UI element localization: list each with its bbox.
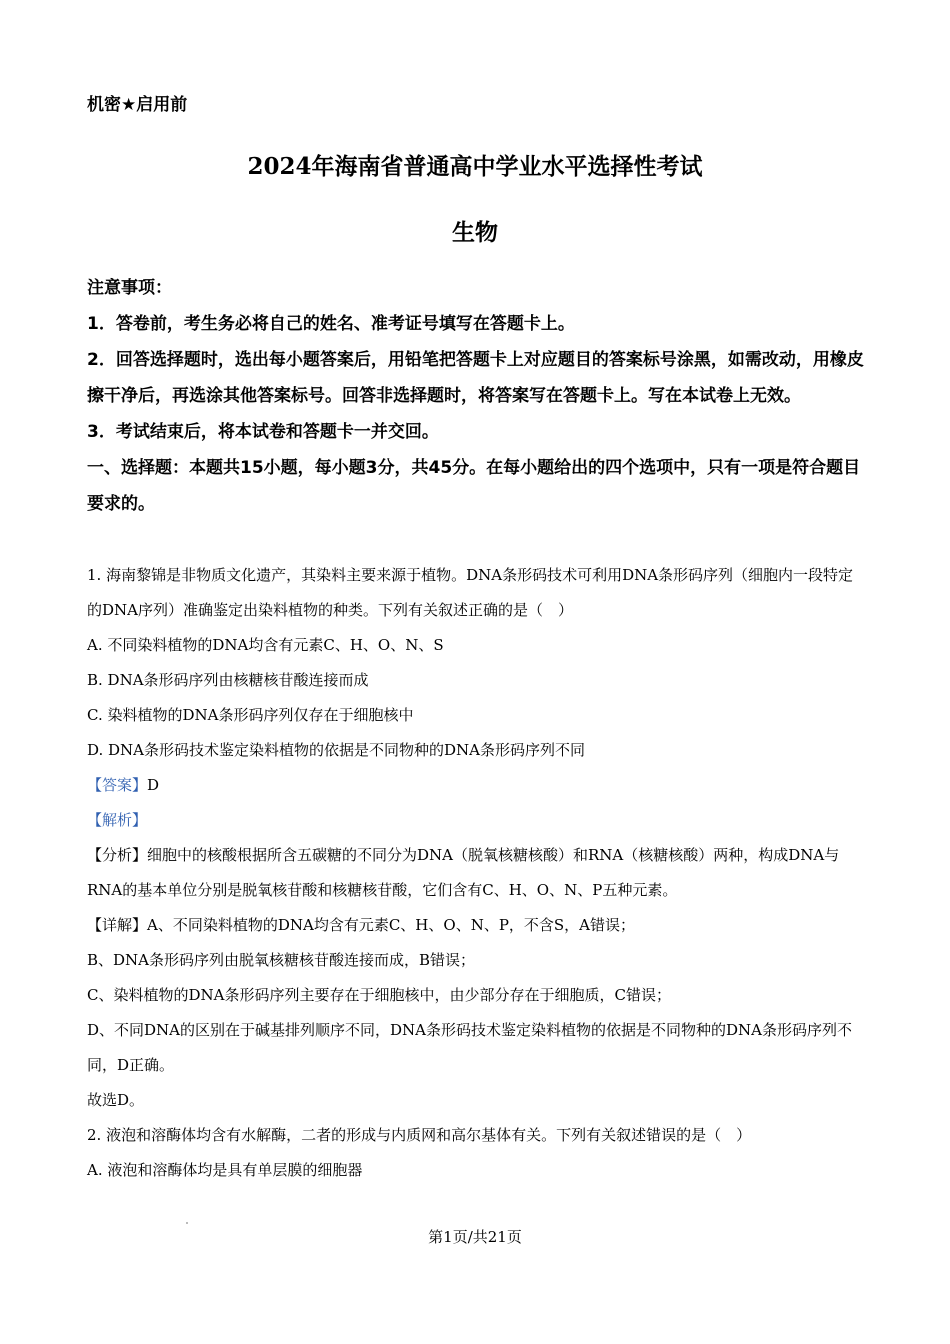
q1-option-d: D. DNA条形码技术鉴定染料植物的依据是不同物种的DNA条形码序列不同 [87, 741, 585, 759]
notice-item-1: 1．答卷前，考生务必将自己的姓名、准考证号填写在答题卡上。 [87, 314, 575, 334]
answer-label: 【答案】 [87, 776, 148, 794]
notice-item-2: 2．回答选择题时，选出每小题答案后，用铅笔把答题卡上对应题目的答案标号涂黑，如需改动，用橡皮擦干净后，再选涂其他答案标号。回答非选择题时，将答案写在答题卡上。写在本试卷上无效。 [87, 350, 864, 406]
q2-stem: 2. 液泡和溶酶体均含有水解酶，二者的形成与内质网和高尔基体有关。下列有关叙述错误的是（ ） [87, 1126, 752, 1144]
section-heading: 一、选择题：本题共15小题，每小题3分，共45分。在每小题给出的四个选项中，只有一项是符合题目要求的。 [87, 458, 861, 514]
q1-xiangjie [87, 908, 867, 943]
scan-speck [186, 1222, 188, 1224]
subject-title: 生物 [452, 219, 498, 246]
notice-heading: 注意事项： [87, 278, 172, 298]
q1-detail-d: D、不同DNA的区别在于碱基排列顺序不同，DNA条形码技术鉴定染料植物的依据是不同物种的DNA条形码序列不同，D正确。 [87, 1021, 852, 1074]
q1-option-b: B. DNA条形码序列由核糖核苷酸连接而成 [87, 671, 369, 689]
xiangjie-label: 【详解】 [87, 916, 148, 934]
confidential-label: 机密★启用前 [87, 95, 188, 115]
page-footer: 第1页/共21页 [428, 1228, 522, 1246]
q1-stem: 1. 海南黎锦是非物质文化遗产，其染料主要来源于植物。DNA条形码技术可利用DNA条形码序列（细胞内一段特定的DNA序列）准确鉴定出染料植物的种类。下列有关叙述正确的是（ ） [87, 566, 854, 619]
exam-title: 2024年海南省普通高中学业水平选择性考试 [247, 153, 703, 180]
analysis-label: 【解析】 [87, 811, 148, 829]
notice-section [87, 270, 867, 522]
q2-option-a: A. 液泡和溶酶体均是具有单层膜的细胞器 [87, 1161, 363, 1179]
q1-detail-b: B、DNA条形码序列由脱氧核糖核苷酸连接而成，B错误； [87, 951, 476, 969]
xiangjie-text: A、不同染料植物的DNA均含有元素C、H、O、N、P，不含S，A错误； [147, 916, 636, 934]
fenxi-label: 【分析】 [87, 846, 148, 864]
q1-conclusion: 故选D。 [87, 1091, 145, 1109]
q1-analysis [87, 803, 867, 838]
fenxi-text: 细胞中的核酸根据所含五碳糖的不同分为DNA（脱氧核糖核酸）和RNA（核糖核酸）两种，构成DNA与RNA的基本单位分别是脱氧核苷酸和核糖核苷酸，它们含有C、H、O、N、P五种元素。 [87, 846, 840, 899]
notice-item-3: 3．考试结束后，将本试卷和答题卡一并交回。 [87, 422, 439, 442]
question-content [87, 558, 867, 1188]
q1-detail-c: C、染料植物的DNA条形码序列主要存在于细胞核中，由少部分存在于细胞质，C错误； [87, 986, 671, 1004]
q1-option-c: C. 染料植物的DNA条形码序列仅存在于细胞核中 [87, 706, 414, 724]
answer-value: D [147, 776, 160, 794]
q1-option-a: A. 不同染料植物的DNA均含有元素C、H、O、N、S [87, 636, 444, 654]
q1-fenxi [87, 838, 867, 908]
q1-answer [87, 768, 867, 803]
